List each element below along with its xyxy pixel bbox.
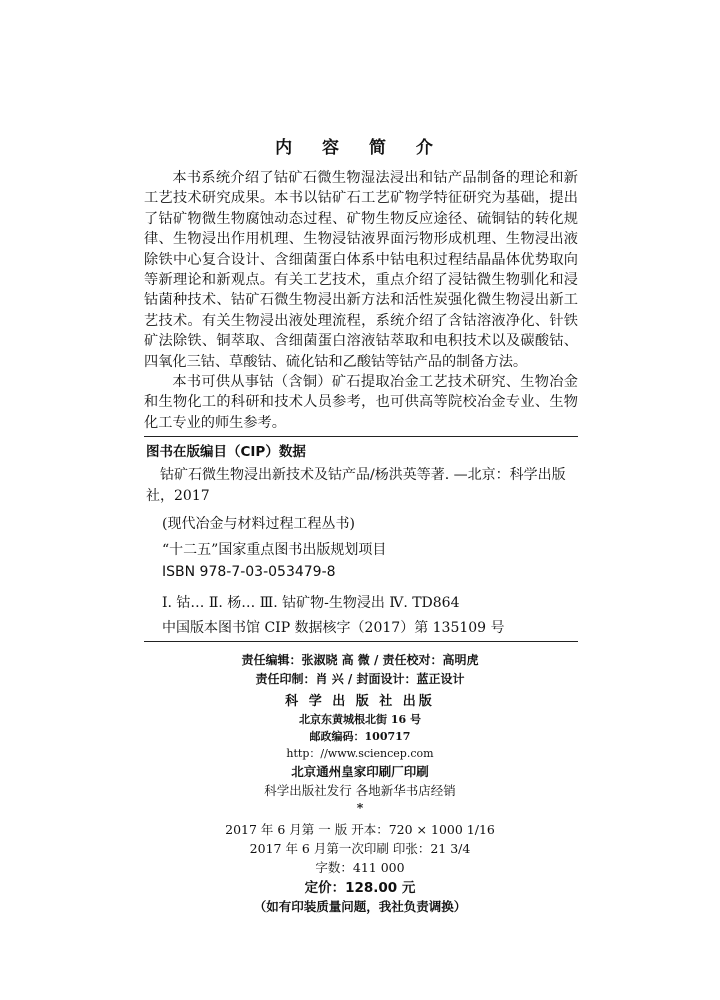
cip-heading: 图书在版编目（CIP）数据: [146, 444, 306, 460]
page-title: 内 容 简 介: [275, 138, 445, 158]
content-summary: [144, 168, 578, 433]
distribution-line: 科学出版社发行 各地新华书店经销: [264, 783, 456, 798]
cip-entry-text: 钴矿石微生物浸出新技术及钴产品/杨洪英等著. —北京：科学出版社，2017: [146, 467, 566, 504]
cip-entry: [146, 465, 566, 507]
printer-line: 北京通州皇家印刷厂印刷: [291, 764, 429, 779]
postcode: 邮政编码：100717: [309, 730, 411, 743]
separator-star: *: [356, 800, 364, 815]
divider-top: [144, 436, 578, 437]
printing-run-line: 2017 年 6 月第一次印刷 印张：21 3/4: [249, 841, 471, 856]
publisher-line: 科 学 出 版 社 出版: [285, 694, 435, 709]
word-count: 字数：411 000: [315, 860, 405, 875]
publisher-address: 北京东黄城根北街 16 号: [299, 713, 421, 726]
divider-bottom: [144, 641, 578, 642]
website: http：//www.sciencep.com: [286, 747, 434, 760]
editors-credit: 责任编辑：张淑晓 高 微 / 责任校对：高明虎: [241, 653, 479, 667]
edition-line: 2017 年 6 月第 一 版 开本：720 × 1000 1/16: [225, 822, 495, 837]
printing-credit: 责任印制：肖 兴 / 封面设计：蓝正设计: [255, 672, 465, 686]
price: 定价：128.00 元: [304, 880, 416, 896]
summary-paragraph-2: 本书可供从事钴（含铜）矿石提取冶金工艺技术研究、生物冶金和生物化工的科研和技术人员参考，也可供高等院校冶金专业、生物化工专业的师生参考。: [144, 374, 578, 431]
cip-number: 中国版本图书馆 CIP 数据核字（2017）第 135109 号: [162, 620, 505, 636]
cip-series: (现代冶金与材料过程工程丛书): [162, 516, 355, 532]
cip-isbn: ISBN 978-7-03-053479-8: [162, 564, 336, 580]
cip-project: “十二五”国家重点图书出版规划项目: [162, 542, 387, 558]
cip-classification: Ⅰ. 钴… Ⅱ. 杨… Ⅲ. 钴矿物-生物浸出 Ⅳ. TD864: [162, 595, 460, 611]
summary-paragraph-1: 本书系统介绍了钴矿石微生物湿法浸出和钴产品制备的理论和新工艺技术研究成果。本书以钴矿石工艺矿物学特征研究为基础，提出了钴矿物微生物腐蚀动态过程、矿物生物反应途径、硫铜钴的转化规律、生物浸出作用机理、生物浸钴液界面污物形成机理、生物浸出液除铁中心复合设计、含细菌蛋白体系中钴电积过程结晶晶体优势取向等新理论和新观点。有关工艺技术，重点介绍了浸钴微生物驯化和浸钴菌种技术、钴矿石微生物浸出新方法和活性炭强化微生物浸出新工艺技术。有关生物浸出液处理流程，系统介绍了含钴溶液净化、针铁矿法除铁、铜萃取、含细菌蛋白溶液钴萃取和电积技术以及碳酸钴、四氧化三钴、草酸钴、硫化钴和乙酸钴等钴产品的制备方法。: [144, 170, 578, 370]
quality-notice: （如有印装质量问题，我社负责调换）: [253, 899, 467, 914]
